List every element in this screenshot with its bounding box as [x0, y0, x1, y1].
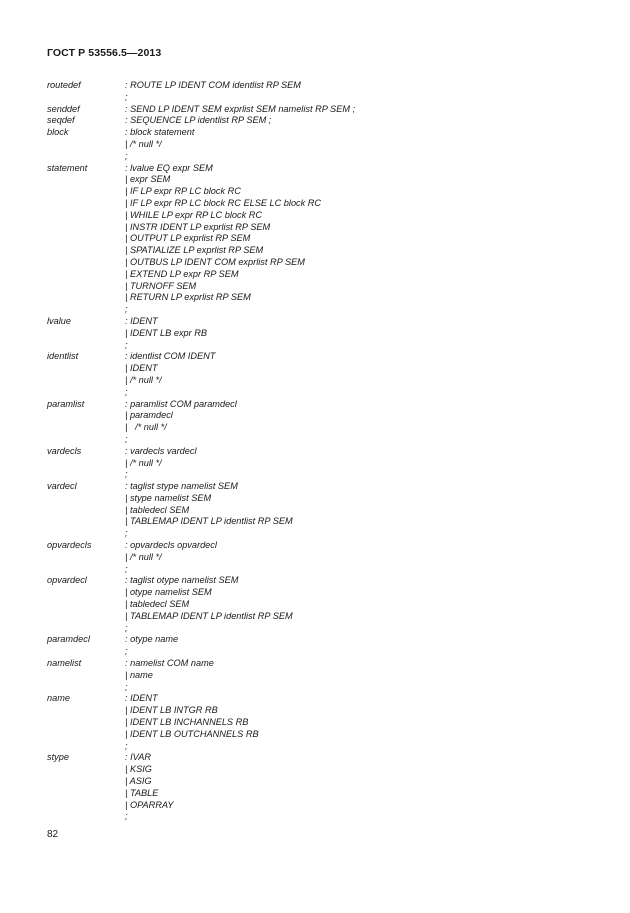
rule-line: | paramdecl [125, 410, 173, 421]
grammar-listing [47, 80, 587, 823]
rule-line: : SEQUENCE LP identlist RP SEM ; [125, 115, 272, 126]
rule-line: : taglist stype namelist SEM [125, 481, 238, 492]
rule-line: ; [125, 386, 128, 397]
grammar-rule [47, 693, 587, 752]
rule-body [125, 575, 587, 634]
rule-name: opvardecls [47, 540, 92, 551]
rule-line: | RETURN LP exprlist RP SEM [125, 292, 251, 303]
rule-body [125, 752, 587, 823]
rule-body [125, 163, 587, 316]
rule-name: vardecls [47, 445, 82, 456]
rule-line: : opvardecls opvardecl [125, 540, 217, 551]
rule-line: | TURNOFF SEM [125, 280, 197, 291]
rule-body [125, 481, 587, 540]
rule-line: : IVAR [125, 752, 152, 763]
rule-body [125, 316, 587, 351]
rule-line: : block statement [125, 127, 195, 138]
document-header: ГОСТ Р 53556.5—2013 [47, 47, 162, 59]
rule-line: | /* null */ [125, 138, 162, 149]
rule-name: lvalue [47, 315, 72, 326]
rule-name: namelist [47, 658, 82, 669]
rule-name: routedef [47, 80, 81, 90]
rule-line: ; [125, 339, 128, 350]
rule-name: paramdecl [47, 634, 90, 645]
rule-line: | TABLEMAP IDENT LP identlist RP SEM [125, 610, 293, 621]
rule-body [125, 658, 587, 693]
rule-line: | OPARRAY [125, 799, 174, 810]
rule-line: | IDENT LB expr RB [125, 327, 208, 338]
grammar-rule [47, 399, 587, 446]
rule-line: | /* null */ [125, 457, 162, 468]
rule-name: stype [47, 752, 69, 763]
rule-name: opvardecl [47, 575, 87, 586]
rule-line: | expr SEM [125, 174, 171, 185]
rule-name: seqdef [47, 115, 75, 126]
grammar-rule [47, 658, 587, 693]
rule-line: | /* null */ [125, 551, 162, 562]
rule-line: | stype namelist SEM [125, 492, 212, 503]
grammar-rule [47, 752, 587, 823]
rule-line: | tabledecl SEM [125, 504, 190, 515]
rule-line: | SPATIALIZE LP exprlist RP SEM [125, 245, 264, 256]
rule-line: : taglist otype namelist SEM [125, 575, 239, 586]
rule-line: ; [125, 811, 128, 822]
rule-body [125, 693, 587, 752]
rule-line: : vardecls vardecl [125, 445, 197, 456]
rule-body [125, 104, 587, 116]
rule-body [125, 115, 587, 127]
rule-name: paramlist [47, 398, 85, 409]
rule-name: senddef [47, 103, 80, 114]
rule-line: ; [125, 563, 128, 574]
rule-line: : SEND LP IDENT SEM exprlist SEM namelist RP SEM ; [125, 103, 356, 114]
grammar-rule [47, 104, 587, 116]
rule-line: | otype namelist SEM [125, 587, 212, 598]
grammar-rule [47, 163, 587, 316]
rule-line: | IDENT LB OUTCHANNELS RB [125, 728, 259, 739]
rule-name: identlist [47, 351, 79, 362]
grammar-rule [47, 127, 587, 162]
rule-line: ; [125, 740, 128, 751]
rule-body [125, 399, 587, 446]
rule-line: | IF LP expr RP LC block RC [125, 186, 241, 197]
rule-line: : paramlist COM paramdecl [125, 398, 237, 409]
rule-body [125, 80, 587, 104]
rule-name: statement [47, 162, 88, 173]
rule-line: : namelist COM name [125, 658, 214, 669]
grammar-rule [47, 634, 587, 658]
rule-line: | IDENT LB INTGR RB [125, 705, 218, 716]
rule-line: ; [125, 646, 128, 657]
grammar-rule [47, 540, 587, 575]
rule-body [125, 127, 587, 162]
rule-line: | IDENT LB INCHANNELS RB [125, 717, 249, 728]
rule-body [125, 540, 587, 575]
grammar-rule [47, 575, 587, 634]
rule-line: ; [125, 681, 128, 692]
rule-line: | OUTPUT LP exprlist RP SEM [125, 233, 251, 244]
rule-line: | EXTEND LP expr RP SEM [125, 268, 239, 279]
rule-line: | IF LP expr RP LC block RC ELSE LC block RC [125, 197, 322, 208]
rule-line: : ROUTE LP IDENT COM identlist RP SEM [125, 80, 301, 90]
rule-name: block [47, 127, 69, 138]
rule-line: : otype name [125, 634, 179, 645]
rule-line: ; [125, 304, 128, 315]
rule-line: : identlist COM IDENT [125, 351, 216, 362]
rule-line: ; [125, 150, 128, 161]
page-number: 82 [47, 829, 59, 840]
rule-line: | name [125, 669, 153, 680]
rule-line: | ASIG [125, 776, 152, 787]
rule-line: ; [125, 528, 128, 539]
rule-line: | tabledecl SEM [125, 599, 190, 610]
rule-line: | TABLE [125, 787, 159, 798]
rule-line: | WHILE LP expr RP LC block RC [125, 209, 263, 220]
rule-body [125, 446, 587, 481]
rule-name: name [47, 693, 70, 704]
grammar-rule [47, 351, 587, 398]
rule-line: | KSIG [125, 764, 152, 775]
rule-line: : lvalue EQ expr SEM [125, 162, 213, 173]
grammar-rule [47, 446, 587, 481]
grammar-rule [47, 115, 587, 127]
rule-name: vardecl [47, 481, 77, 492]
rule-line: : IDENT [125, 315, 158, 326]
rule-line: | TABLEMAP IDENT LP identlist RP SEM [125, 516, 293, 527]
rule-line: ; [125, 469, 128, 480]
rule-body [125, 634, 587, 658]
grammar-rule [47, 316, 587, 351]
rule-line: ; [125, 433, 128, 444]
rule-line: | /* null */ [125, 422, 167, 433]
rule-line: | IDENT [125, 363, 158, 374]
rule-body [125, 351, 587, 398]
rule-line: | /* null */ [125, 374, 162, 385]
rule-line: : IDENT [125, 693, 158, 704]
grammar-rule [47, 481, 587, 540]
rule-line: | OUTBUS LP IDENT COM exprlist RP SEM [125, 256, 305, 267]
rule-line: ; [125, 91, 128, 102]
rule-line: | INSTR IDENT LP exprlist RP SEM [125, 221, 271, 232]
grammar-rule [47, 80, 587, 104]
rule-line: ; [125, 622, 128, 633]
